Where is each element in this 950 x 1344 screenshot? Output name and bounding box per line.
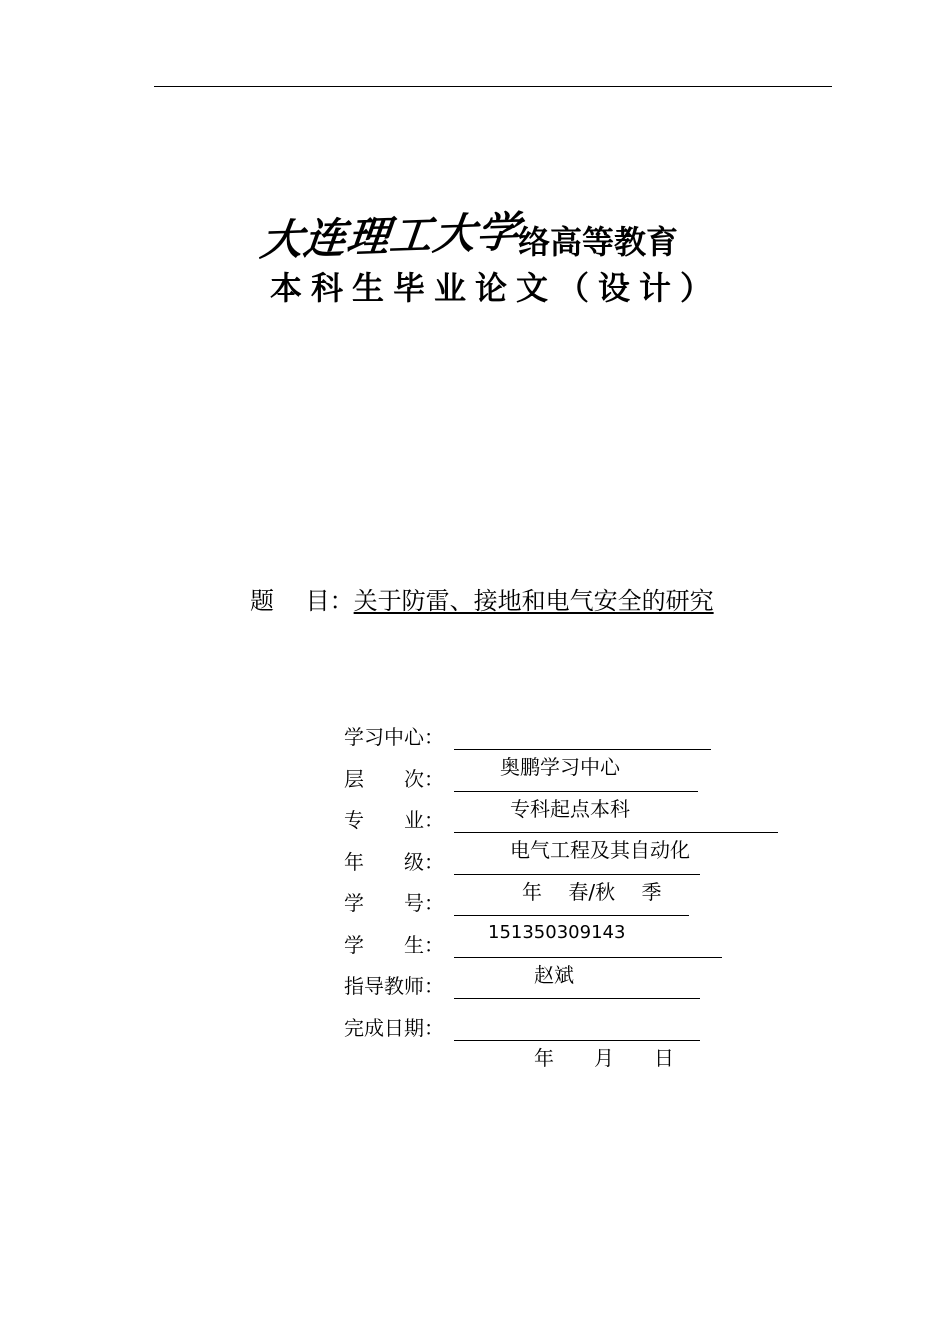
field-label: 学 号：: [344, 891, 444, 915]
field-value: 年 月 日: [534, 1045, 674, 1070]
field-value-underline: [454, 722, 711, 779]
topic-row: [250, 584, 714, 618]
field-row-student-id: [344, 888, 778, 943]
field-label: 指导教师：: [344, 974, 444, 998]
field-row-advisor: [344, 971, 778, 1013]
field-value: 151350309143: [488, 922, 626, 943]
field-row-completion-date: [344, 1013, 778, 1070]
topic-value: 关于防雷、接地和电气安全的研究: [353, 587, 714, 615]
field-value-underline: [454, 888, 689, 943]
field-value-underline: [454, 764, 698, 821]
field-value-underline: [454, 971, 700, 999]
field-label: 完成日期：: [344, 1015, 444, 1040]
field-label: 层 次：: [344, 766, 444, 791]
info-fields: [344, 722, 778, 1070]
field-value: 年 春/秋 季: [522, 879, 662, 904]
topic-label: 题 目：: [250, 587, 354, 615]
field-value: 赵斌: [534, 962, 574, 987]
field-value-underline: [454, 847, 700, 904]
field-value-underline: [454, 805, 778, 862]
field-label: 年 级：: [344, 849, 444, 874]
field-value: 奥鹏学习中心: [500, 755, 620, 779]
field-value: 电气工程及其自动化: [510, 838, 690, 862]
field-value-underline: [454, 1013, 700, 1070]
field-label: 专 业：: [344, 808, 444, 832]
field-value: 专科起点本科: [510, 796, 630, 821]
institution-heading: [258, 208, 678, 264]
institution-suffix: 络高等教育: [518, 223, 679, 261]
field-label: 学 生：: [344, 932, 444, 957]
header-rule: [154, 86, 832, 87]
thesis-title: 本科生毕业论文（设计）: [270, 269, 722, 307]
field-value-underline: [454, 930, 722, 987]
field-label: 学习中心：: [344, 725, 444, 749]
university-calligraphy-logo: 大连理工大学: [257, 207, 523, 265]
